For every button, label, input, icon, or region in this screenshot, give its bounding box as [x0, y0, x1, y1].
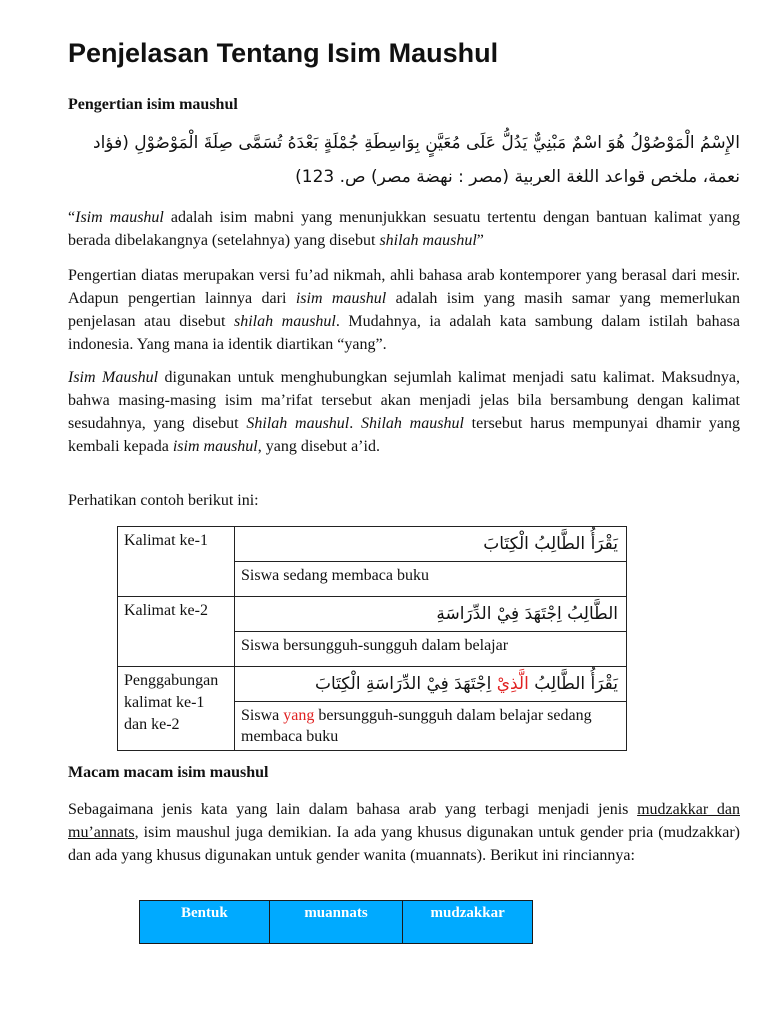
arabic-sentence-2: الطَّالِبُ اِجْتَهَدَ فِيْ الدِّرَاسَةِ: [235, 597, 627, 632]
paragraph-example-intro: Perhatikan contoh berikut ini:: [68, 492, 259, 509]
translation-2: Siswa bersungguh-sungguh dalam belajar: [235, 632, 627, 667]
forms-table-header: [139, 900, 533, 944]
translation-combined: Siswa yang bersungguh-sungguh dalam belajar sedang membaca buku: [235, 702, 627, 751]
arabic-definition: [68, 126, 740, 194]
arabic-sentence-combined: يَقْرَأُ الطَّالِبُ الَّذِيْ اِجْتَهَدَ فِيْ الدِّرَاسَةِ الْكِتَابَ: [235, 667, 627, 702]
example-table: [117, 526, 627, 751]
arabic-definition-line1: الإِسْمُ الْمَوْصُوْلُ هُوَ اسْمٌ مَبْنِيٌّ يَدُلُّ عَلَى مُعَيَّنٍ بِوَاسِطَةِ جُمْلَةٍ بَعْدَهُ تُسَمَّى صِلَةَ الْمَوْصُوْلِ (فؤاد: [93, 133, 740, 153]
term-shilah-maushul: shilah maushul: [379, 232, 477, 249]
underlined-gender-terms: mudzakkar dan mu’annats: [68, 801, 740, 841]
arabic-sentence-1: يَقْرَأُ الطَّالِبُ الْكِتَابَ: [235, 527, 627, 562]
definition-quote: “Isim maushul adalah isim mabni yang menunjukkan sesuatu tertentu dengan bantuan kalimat yang berada dibelakangnya (setelahnya) yang disebut shilah maushul”: [68, 209, 741, 249]
relative-pronoun-highlight: الَّذِيْ: [496, 674, 529, 694]
table-row-label: Kalimat ke-1: [118, 527, 235, 597]
column-header-bentuk: Bentuk: [140, 901, 270, 944]
paragraph-types: Sebagaimana jenis kata yang lain dalam bahasa arab yang terbagi menjadi jenis mudzakkar dan mu’annats, isim maushul juga demikian. Ia ada yang khusus digunakan untuk gender pria (mudzakkar) dan ada yang khusus digunakan untuk gender wanita (muannats). Berikut ini rinciannya:: [68, 801, 740, 864]
translation-1: Siswa sedang membaca buku: [235, 562, 627, 597]
column-header-mudzakkar: mudzakkar: [403, 901, 533, 944]
column-header-muannats: muannats: [269, 901, 403, 944]
table-row-label: Kalimat ke-2: [118, 597, 235, 667]
yang-highlight: yang: [283, 707, 315, 724]
section-heading-definition: Pengertian isim maushul: [68, 96, 238, 113]
term-isim-maushul: Isim maushul: [75, 209, 164, 226]
paragraph-explanation: Pengertian diatas merupakan versi fu’ad nikmah, ahli bahasa arab kontemporer yang berasal dari mesir. Adapun pengertian lainnya dari isim maushul adalah isim yang masih samar yang memerlukan penjelasan atau disebut shilah maushul. Mudahnya, ia adalah kata sambung dalam istilah bahasa indonesia. Yang mana ia identik diartikan “yang”.: [68, 267, 740, 353]
table-row-label: Penggabungan kalimat ke-1 dan ke-2: [118, 667, 235, 751]
paragraph-usage: Isim Maushul digunakan untuk menghubungkan sejumlah kalimat menjadi satu kalimat. Maksudnya, bahwa masing-masing isim ma’rifat tersebut akan menjadi jelas bila bersambung dengan kalimat sesudahnya, yang disebut Shilah maushul. Shilah maushul tersebut harus mempunyai dhamir yang kembali kepada isim maushul, yang disebut a’id.: [68, 369, 741, 455]
page-title: Penjelasan Tentang Isim Maushul: [68, 38, 499, 68]
section-heading-types: Macam macam isim maushul: [68, 764, 269, 781]
arabic-definition-line2: نعمة، ملخص قواعد اللغة العربية (مصر : نهضة مصر) ص. 123): [295, 167, 740, 187]
